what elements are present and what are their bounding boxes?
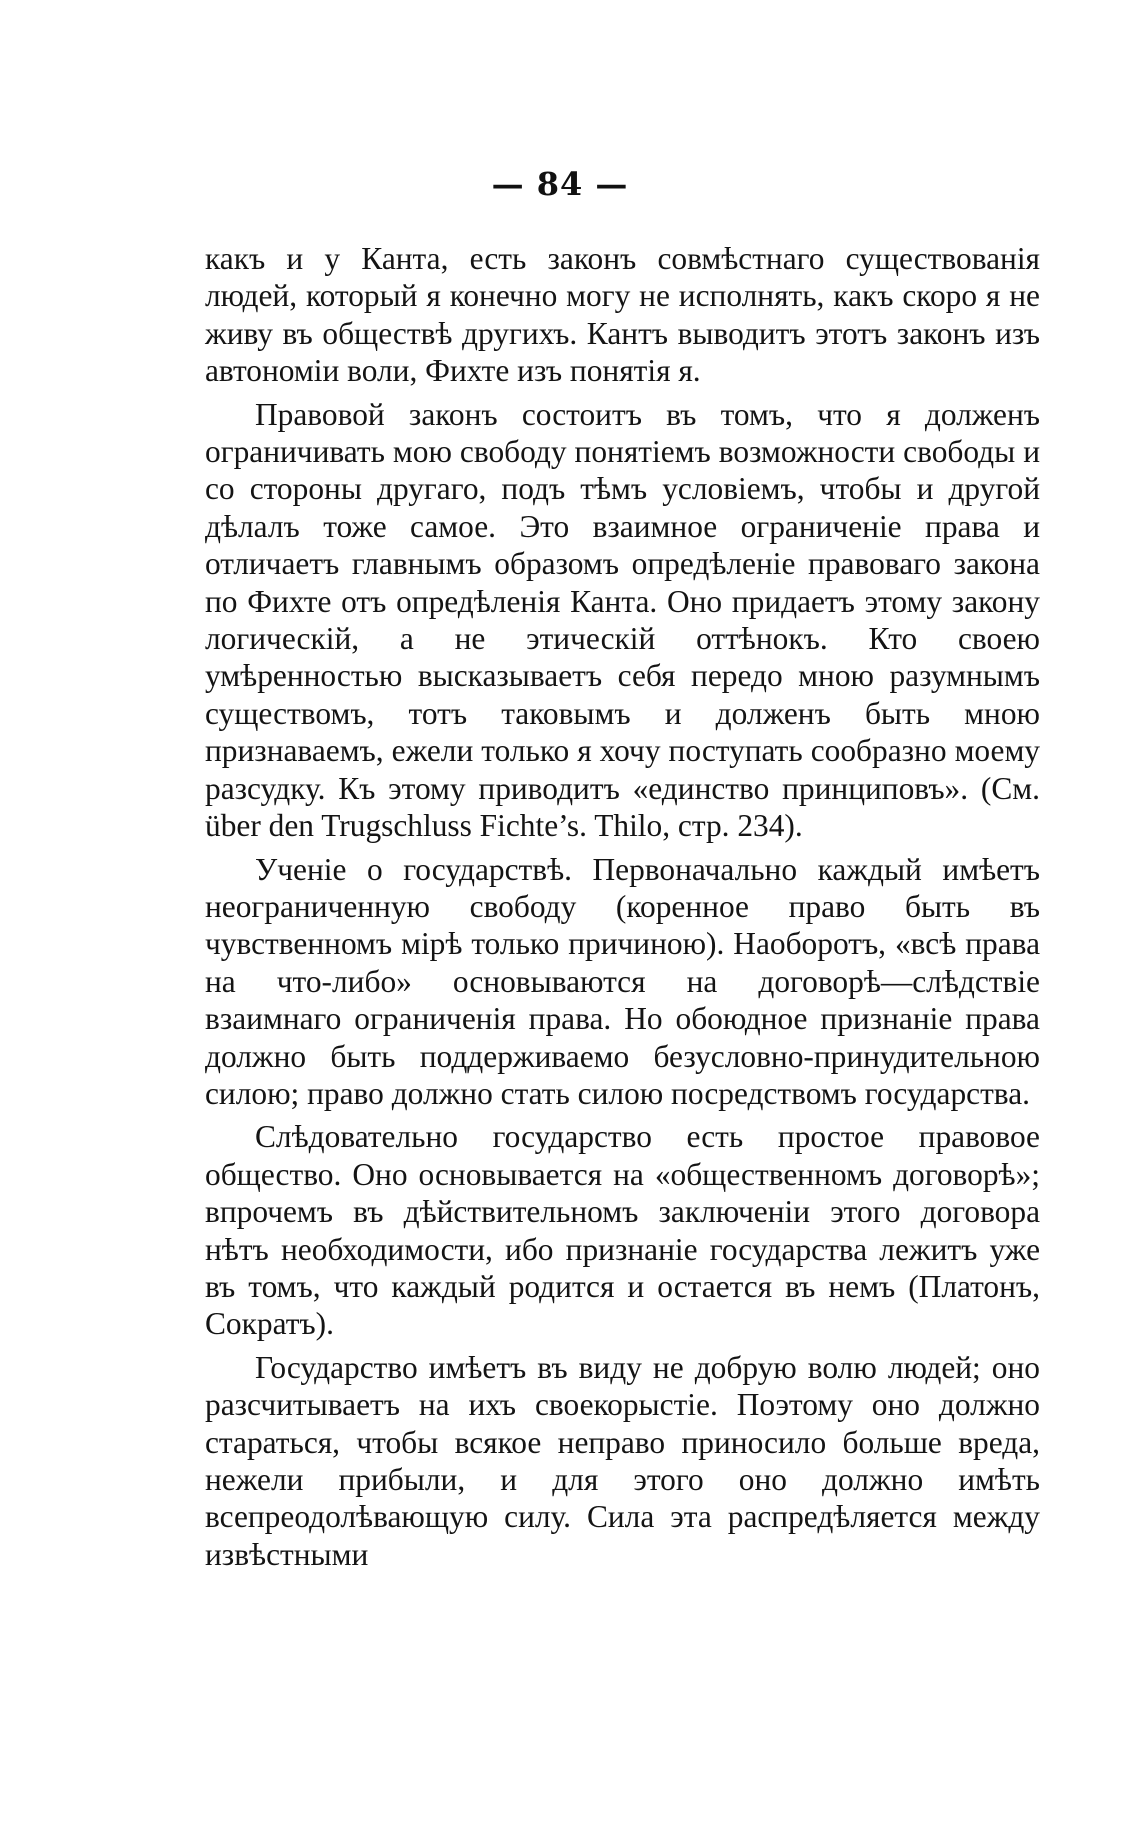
paragraph-5: Государство имѣетъ въ виду не добрую волю людей; оно разсчитываетъ на ихъ своекорыстіе. Поэтому оно должно стараться, чтобы всякое неправо приносило больше вреда, нежели прибыли, и для этого оно должно имѣть всепреодолѣвающую силу. Сила эта распредѣляется между извѣстными	[205, 1349, 1040, 1572]
paragraph-1: какъ и у Канта, есть законъ совмѣстнаго существованія людей, который я конечно могу не исполнять, какъ скоро я не живу въ обществѣ другихъ. Кантъ выводитъ этотъ законъ изъ автономіи воли, Фихте изъ понятія я.	[205, 241, 1040, 389]
paragraph-2: Правовой законъ состоитъ въ томъ, что я долженъ ограничивать мою свободу понятіемъ возможности свободы и со стороны другаго, подъ тѣмъ условіемъ, чтобы и другой дѣлалъ тоже самое. Это взаимное ограниченіе права и отличаетъ главнымъ образомъ опредѣленіе правоваго закона по Фихте отъ опредѣленія Канта. Оно придаетъ этому закону логическій, а не этическій оттѣнокъ. Кто своею умѣренностью высказываетъ себя передо мною разумнымъ существомъ, тотъ таковымъ и долженъ быть мною признаваемъ, ежели только я хочу поступать сообразно моему разсудку. Къ этому приводитъ «единство принциповъ». (См. über den Trugschluss Fichte’s. Thilo, стр. 234).	[205, 396, 1040, 844]
paragraph-3: Ученіе о государствѣ. Первоначально каждый имѣетъ неограниченную свободу (коренное право быть въ чувственномъ мірѣ только причиною). Наоборотъ, «всѣ права на что-либо» основываются на договорѣ—слѣдствіе взаимнаго ограниченія права. Но обоюдное признаніе права должно быть поддерживаемо безусловно-принудительною силою; право должно стать силою посредствомъ государства.	[205, 851, 1040, 1111]
paragraph-4: Слѣдовательно государство есть простое правовое общество. Оно основывается на «общественномъ договорѣ»; впрочемъ въ дѣйствительномъ заключеніи этого договора нѣтъ необходимости, ибо признаніе государства лежитъ уже въ томъ, что каждый родится и остается въ немъ (Платонъ, Сократъ).	[205, 1119, 1040, 1342]
body-text	[205, 240, 1040, 1579]
page-number: — 84 —	[491, 165, 629, 203]
